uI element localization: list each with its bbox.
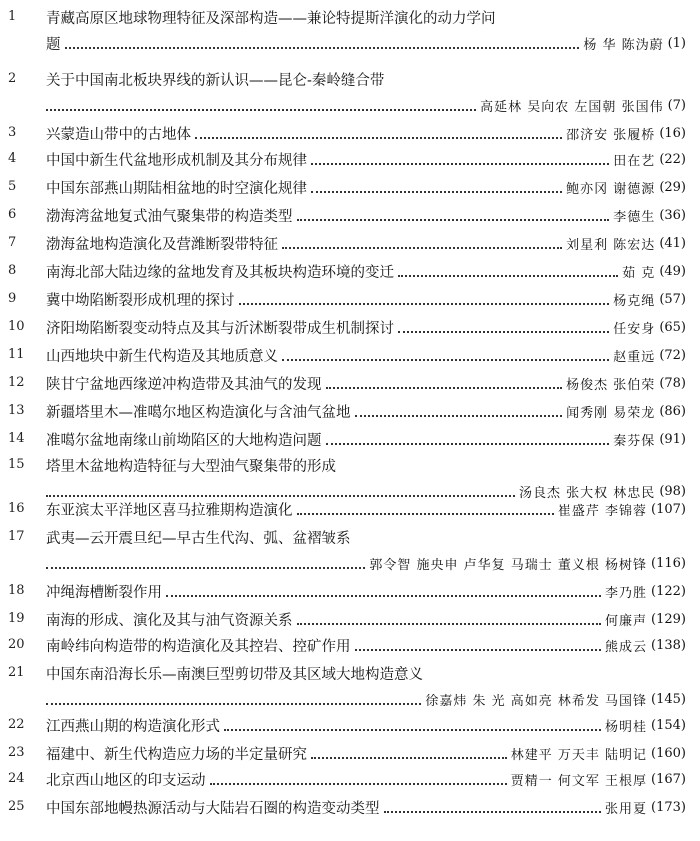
dot-leader [384, 811, 602, 813]
entry-page: (36) [659, 207, 686, 223]
entry-number: 16 [8, 501, 25, 516]
entry-line [46, 204, 686, 226]
entry-authors: 林建平 万天丰 陆明记 [510, 747, 648, 763]
dot-leader [195, 137, 562, 139]
entry-page: (86) [659, 403, 686, 419]
entry-number: 22 [8, 717, 25, 732]
entry-line [46, 608, 686, 630]
entry-title[interactable]: 新疆塔里木—准噶尔地区构造演化与含油气盆地 [46, 404, 351, 421]
dot-leader [239, 303, 610, 305]
entry-line [46, 232, 686, 254]
entry-line [46, 6, 686, 28]
entry-page: (154) [651, 717, 686, 733]
entry-page: (138) [651, 637, 686, 653]
entry-number: 14 [8, 431, 25, 446]
entry-number: 6 [8, 207, 17, 222]
entry-line [46, 148, 686, 170]
entry-page: (41) [659, 235, 686, 251]
dot-leader [297, 219, 610, 221]
entry-authors: 张用夏 [605, 801, 648, 817]
entry-number: 19 [8, 611, 25, 626]
entry-authors: 杨俊杰 张伯荣 [566, 377, 656, 393]
dot-leader [297, 513, 554, 515]
entry-page: (78) [659, 375, 686, 391]
entry-authors: 鲍亦冈 谢德源 [566, 181, 656, 197]
entry-authors: 何廉声 [605, 613, 648, 629]
entry-page: (91) [659, 431, 686, 447]
entry-authors: 杨克绳 [613, 293, 656, 309]
entry-number: 3 [8, 125, 17, 140]
dot-leader [282, 359, 609, 361]
entry-title[interactable]: 渤海盆地构造演化及营潍断裂带特征 [46, 236, 278, 253]
entry-page: (116) [651, 555, 686, 571]
entry-authors: 郭令智 施央申 卢华复 马瑞士 董义根 杨树锋 [369, 557, 648, 573]
entry-authors: 李乃胜 [605, 585, 648, 601]
entry-number: 4 [8, 151, 17, 166]
entry-page: (7) [667, 97, 686, 113]
entry-line [46, 260, 686, 282]
entry-title[interactable]: 冲绳海槽断裂作用 [46, 584, 162, 601]
entry-number: 1 [8, 9, 17, 24]
dot-leader [355, 649, 602, 651]
dot-leader [398, 275, 618, 277]
dot-leader [311, 163, 609, 165]
entry-number: 21 [8, 665, 25, 680]
entry-page: (65) [659, 319, 686, 335]
dot-leader [326, 387, 563, 389]
entry-page: (122) [651, 583, 686, 599]
entry-title[interactable]: 中国东部地幔热源活动与大陆岩石圈的构造变动类型 [46, 800, 380, 817]
entry-line-continued [46, 32, 686, 54]
entry-line [46, 344, 686, 366]
entry-title[interactable]: 塔里木盆地构造特征与大型油气聚集带的形成 [46, 458, 336, 475]
entry-title[interactable]: 中国东南沿海长乐—南澳巨型剪切带及其区域大地构造意义 [46, 666, 423, 683]
entry-authors: 茹 克 [622, 265, 656, 281]
entry-number: 20 [8, 637, 25, 652]
entry-title[interactable]: 武夷—云开震旦纪—早古生代沟、弧、盆褶皱系 [46, 530, 351, 547]
entry-number: 12 [8, 375, 25, 390]
entry-authors: 任安身 [613, 321, 656, 337]
entry-page: (145) [651, 691, 686, 707]
entry-line [46, 796, 686, 818]
entry-authors: 崔盛芹 李锦蓉 [557, 503, 648, 519]
dot-leader [282, 247, 562, 249]
entry-authors: 田在艺 [613, 153, 656, 169]
entry-number: 11 [8, 347, 25, 362]
entry-line [46, 634, 686, 656]
entry-line-continued [46, 94, 686, 116]
entry-line [46, 316, 686, 338]
dot-leader [46, 567, 365, 569]
dot-leader [398, 331, 609, 333]
entry-title[interactable]: 关于中国南北板块界线的新认识——昆仑-秦岭缝合带 [46, 72, 385, 89]
entry-page: (57) [659, 291, 686, 307]
entry-number: 10 [8, 319, 25, 334]
entry-authors: 秦芬保 [613, 433, 656, 449]
entry-page: (160) [651, 745, 686, 761]
dot-leader [355, 415, 563, 417]
entry-line [46, 742, 686, 764]
entry-line [46, 68, 686, 90]
dot-leader [65, 47, 580, 49]
entry-line [46, 400, 686, 422]
entry-title[interactable]: 东亚滨太平洋地区喜马拉雅期构造演化 [46, 502, 293, 519]
dot-leader [46, 495, 515, 497]
entry-number: 5 [8, 179, 17, 194]
entry-authors: 杨 华 陈沩蔚 [583, 37, 664, 53]
entry-title[interactable]: 济阳坳陷断裂变动特点及其与沂沭断裂带成生机制探讨 [46, 320, 394, 337]
dot-leader [311, 191, 562, 193]
entry-line [46, 428, 686, 450]
entry-title-continued[interactable]: 题 [46, 36, 61, 53]
entry-page: (72) [659, 347, 686, 363]
entry-title[interactable]: 福建中、新生代构造应力场的半定量研究 [46, 746, 307, 763]
entry-authors: 高延林 吴向农 左国朝 张国伟 [480, 99, 664, 115]
entry-number: 18 [8, 583, 25, 598]
entry-authors: 熊成云 [605, 639, 648, 655]
entry-page: (49) [659, 263, 686, 279]
dot-leader [46, 703, 421, 705]
entry-number: 9 [8, 291, 17, 306]
entry-title[interactable]: 山西地块中新生代构造及其地质意义 [46, 348, 278, 365]
dot-leader [297, 623, 602, 625]
entry-line [46, 122, 686, 144]
entry-line-continued [46, 688, 686, 710]
entry-line [46, 768, 686, 790]
entry-authors: 杨明桂 [605, 719, 648, 735]
entry-number: 23 [8, 745, 25, 760]
entry-line [46, 526, 686, 548]
entry-number: 25 [8, 799, 25, 814]
entry-authors: 贾精一 何文军 王根厚 [510, 773, 648, 789]
entry-line-continued [46, 552, 686, 574]
entry-number: 8 [8, 263, 17, 278]
entry-number: 15 [8, 457, 25, 472]
dot-leader [311, 757, 507, 759]
entry-line [46, 498, 686, 520]
entry-line [46, 714, 686, 736]
entry-line [46, 454, 686, 476]
entry-authors: 邵济安 张履桥 [566, 127, 656, 143]
entry-number: 17 [8, 529, 25, 544]
entry-title[interactable]: 陕甘宁盆地西缘逆冲构造带及其油气的发现 [46, 376, 322, 393]
entry-authors: 闻秀刚 易荣龙 [566, 405, 656, 421]
dot-leader [326, 443, 610, 445]
dot-leader [166, 595, 601, 597]
entry-line [46, 662, 686, 684]
entry-title[interactable]: 北京西山地区的印支运动 [46, 772, 206, 789]
entry-title[interactable]: 南海的形成、演化及其与油气资源关系 [46, 612, 293, 629]
entry-authors: 李德生 [613, 209, 656, 225]
entry-line [46, 288, 686, 310]
entry-page: (1) [667, 35, 686, 51]
entry-authors: 刘星利 陈宏达 [566, 237, 656, 253]
dot-leader [224, 729, 601, 731]
entry-authors: 徐嘉炜 朱 光 高如亮 林希发 马国锋 [425, 693, 648, 709]
dot-leader [46, 109, 476, 111]
entry-title[interactable]: 江西燕山期的构造演化形式 [46, 718, 220, 735]
entry-page: (22) [659, 151, 686, 167]
entry-title[interactable]: 南海北部大陆边缘的盆地发育及其板块构造环境的变迁 [46, 264, 394, 281]
entry-number: 2 [8, 71, 17, 86]
entry-page: (173) [651, 799, 686, 815]
entry-page: (129) [651, 611, 686, 627]
entry-line [46, 176, 686, 198]
entry-title[interactable]: 冀中坳陷断裂形成机理的探讨 [46, 292, 235, 309]
entry-title[interactable]: 青藏高原区地球物理特征及深部构造——兼论特提斯洋演化的动力学问 [46, 10, 496, 27]
entry-page: (107) [651, 501, 686, 517]
entry-page: (29) [659, 179, 686, 195]
entry-title[interactable]: 中国东部燕山期陆相盆地的时空演化规律 [46, 180, 307, 197]
entry-number: 13 [8, 403, 25, 418]
entry-line [46, 580, 686, 602]
entry-title[interactable]: 南岭纬向构造带的构造演化及其控岩、控矿作用 [46, 638, 351, 655]
entry-title[interactable]: 兴蒙造山带中的古地体 [46, 126, 191, 143]
entry-page: (98) [659, 483, 686, 499]
entry-title[interactable]: 中国中新生代盆地形成机制及其分布规律 [46, 152, 307, 169]
entry-page: (16) [659, 125, 686, 141]
entry-authors: 赵重远 [613, 349, 656, 365]
entry-number: 24 [8, 771, 25, 786]
entry-number: 7 [8, 235, 17, 250]
entry-title[interactable]: 准噶尔盆地南缘山前坳陷区的大地构造问题 [46, 432, 322, 449]
entry-title[interactable]: 渤海湾盆地复式油气聚集带的构造类型 [46, 208, 293, 225]
entry-line [46, 372, 686, 394]
entry-authors: 汤良杰 张大权 林忠民 [519, 485, 656, 501]
entry-page: (167) [651, 771, 686, 787]
dot-leader [210, 783, 507, 785]
